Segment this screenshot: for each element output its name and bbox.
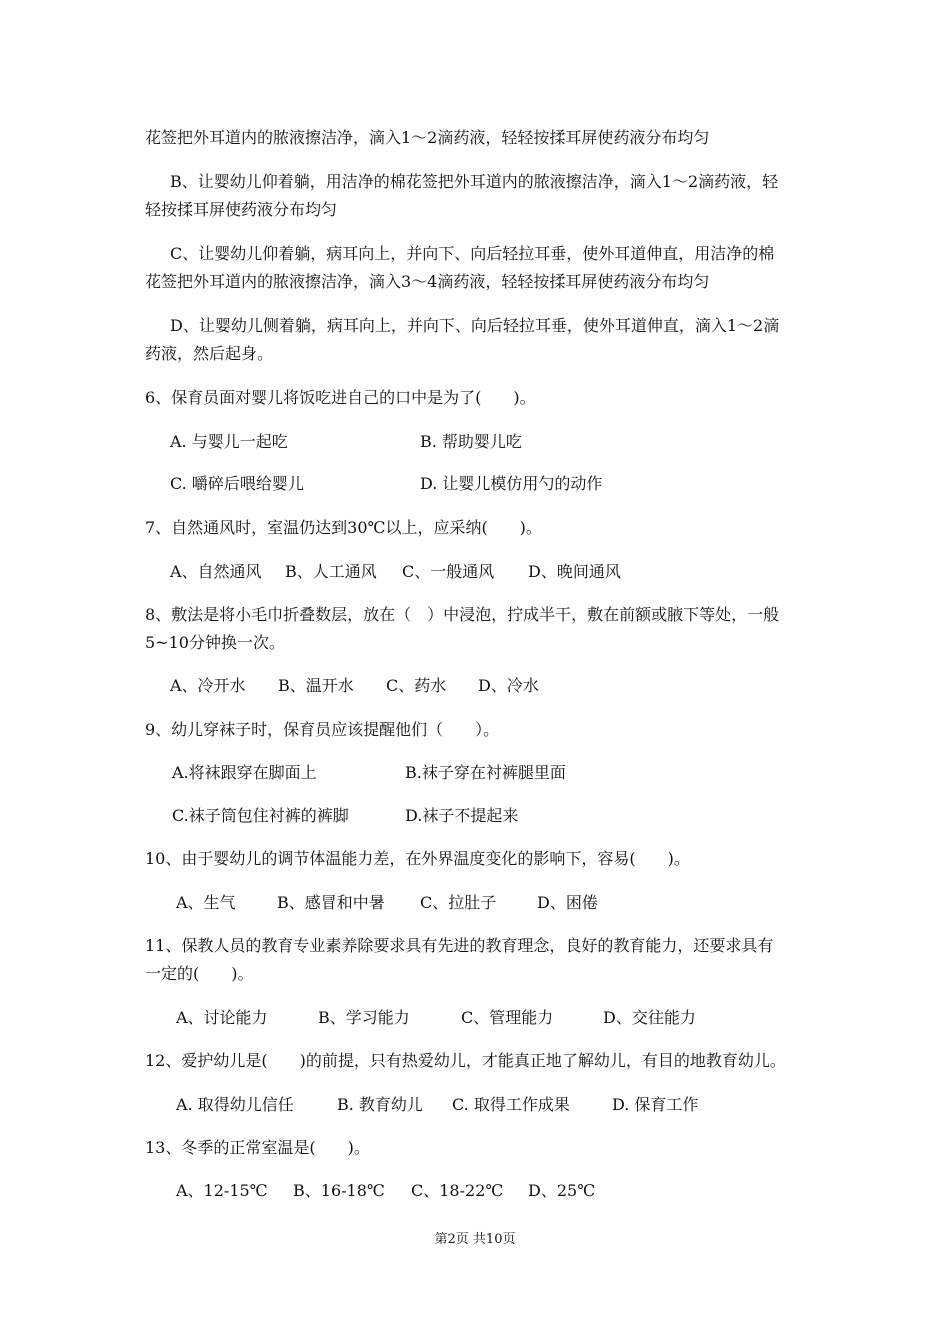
question-9-stem: 9、幼儿穿袜子时，保育员应该提醒他们（ ）。 (145, 720, 500, 739)
question-9-option-c: C.袜子筒包住衬裤的裤脚 (172, 806, 349, 825)
page-footer: 第2页 共10页 (434, 1232, 516, 1247)
question-13-option-a: A、12-15℃ (176, 1181, 268, 1200)
question-11-option-a: A、讨论能力 (176, 1008, 268, 1027)
question-11-option-c: C、管理能力 (461, 1008, 554, 1027)
question-12-option-c: C. 取得工作成果 (452, 1095, 570, 1114)
continuation-text: 花签把外耳道内的脓液擦洁净，滴入1～2滴药液，轻轻按揉耳屏使药液分布均匀 (145, 128, 710, 147)
question-10-option-a: A、生气 (176, 893, 236, 912)
question-9-option-b: B.袜子穿在衬裤腿里面 (405, 763, 566, 782)
question-11-option-b: B、学习能力 (318, 1008, 410, 1027)
question-9-option-d: D.袜子不提起来 (405, 806, 519, 825)
question-12-option-b: B. 教育幼儿 (337, 1095, 423, 1114)
question-6-option-b: B. 帮助婴儿吃 (420, 432, 522, 451)
question-8-stem-line2: 5~10分钟换一次。 (145, 633, 285, 652)
question-7-option-c: C、一般通风 (402, 562, 495, 581)
question-11-stem-line1: 11、保教人员的教育专业素养除要求具有先进的教育理念，良好的教育能力，还要求具有 (145, 936, 774, 955)
question-13-option-b: B、16-18℃ (293, 1181, 385, 1200)
question-13-stem: 13、冬季的正常室温是( )。 (145, 1138, 370, 1157)
question-8-option-a: A、冷开水 (170, 676, 246, 695)
question-7-stem: 7、自然通风时，室温仍达到30℃以上，应采纳( )。 (145, 518, 542, 537)
q5-option-c-line2: 花签把外耳道内的脓液擦洁净，滴入3～4滴药液，轻轻按揉耳屏使药液分布均匀 (145, 272, 710, 291)
question-6-stem: 6、保育员面对婴儿将饭吃进自己的口中是为了( )。 (145, 388, 536, 407)
q5-option-b-line1: B、让婴幼儿仰着躺，用洁净的棉花签把外耳道内的脓液擦洁净，滴入1～2滴药液，轻 (170, 172, 779, 191)
question-8-stem-line1: 8、敷法是将小毛巾折叠数层，放在（ ）中浸泡，拧成半干，敷在前额或腋下等处，一般 (145, 605, 780, 624)
question-7-option-d: D、晚间通风 (528, 562, 621, 581)
q5-option-b-line2: 轻按揉耳屏使药液分布均匀 (145, 200, 338, 219)
question-12-option-d: D. 保育工作 (612, 1095, 699, 1114)
q5-option-c-line1: C、让婴幼儿仰着躺，病耳向上，并向下、向后轻拉耳垂，使外耳道伸直，用洁净的棉 (170, 244, 775, 263)
question-13-option-d: D、25℃ (528, 1181, 596, 1200)
question-8-option-c: C、药水 (386, 676, 447, 695)
question-13-option-c: C、18-22℃ (411, 1181, 504, 1200)
question-7-option-b: B、人工通风 (285, 562, 377, 581)
question-8-option-b: B、温开水 (278, 676, 354, 695)
question-9-option-a: A.将袜跟穿在脚面上 (172, 763, 317, 782)
q5-option-d-line1: D、让婴幼儿侧着躺，病耳向上，并向下、向后轻拉耳垂，使外耳道伸直，滴入1～2滴 (170, 316, 780, 335)
question-10-option-b: B、感冒和中暑 (277, 893, 385, 912)
question-6-option-a: A. 与婴儿一起吃 (170, 432, 288, 451)
question-6-option-c: C. 嚼碎后喂给婴儿 (170, 474, 304, 493)
question-12-option-a: A. 取得幼儿信任 (176, 1095, 294, 1114)
question-7-option-a: A、自然通风 (170, 562, 262, 581)
question-11-option-d: D、交往能力 (603, 1008, 696, 1027)
question-8-option-d: D、冷水 (478, 676, 539, 695)
question-10-stem: 10、由于婴幼儿的调节体温能力差，在外界温度变化的影响下，容易( )。 (145, 849, 690, 868)
question-11-stem-line2: 一定的( )。 (145, 964, 254, 983)
question-10-option-d: D、困倦 (537, 893, 598, 912)
question-10-option-c: C、拉肚子 (420, 893, 497, 912)
question-12-stem: 12、爱护幼儿是( )的前提，只有热爱幼儿，才能真正地了解幼儿，有目的地教育幼儿。 (145, 1051, 786, 1070)
q5-option-d-line2: 药液，然后起身。 (145, 344, 274, 363)
question-6-option-d: D. 让婴儿模仿用勺的动作 (420, 474, 603, 493)
